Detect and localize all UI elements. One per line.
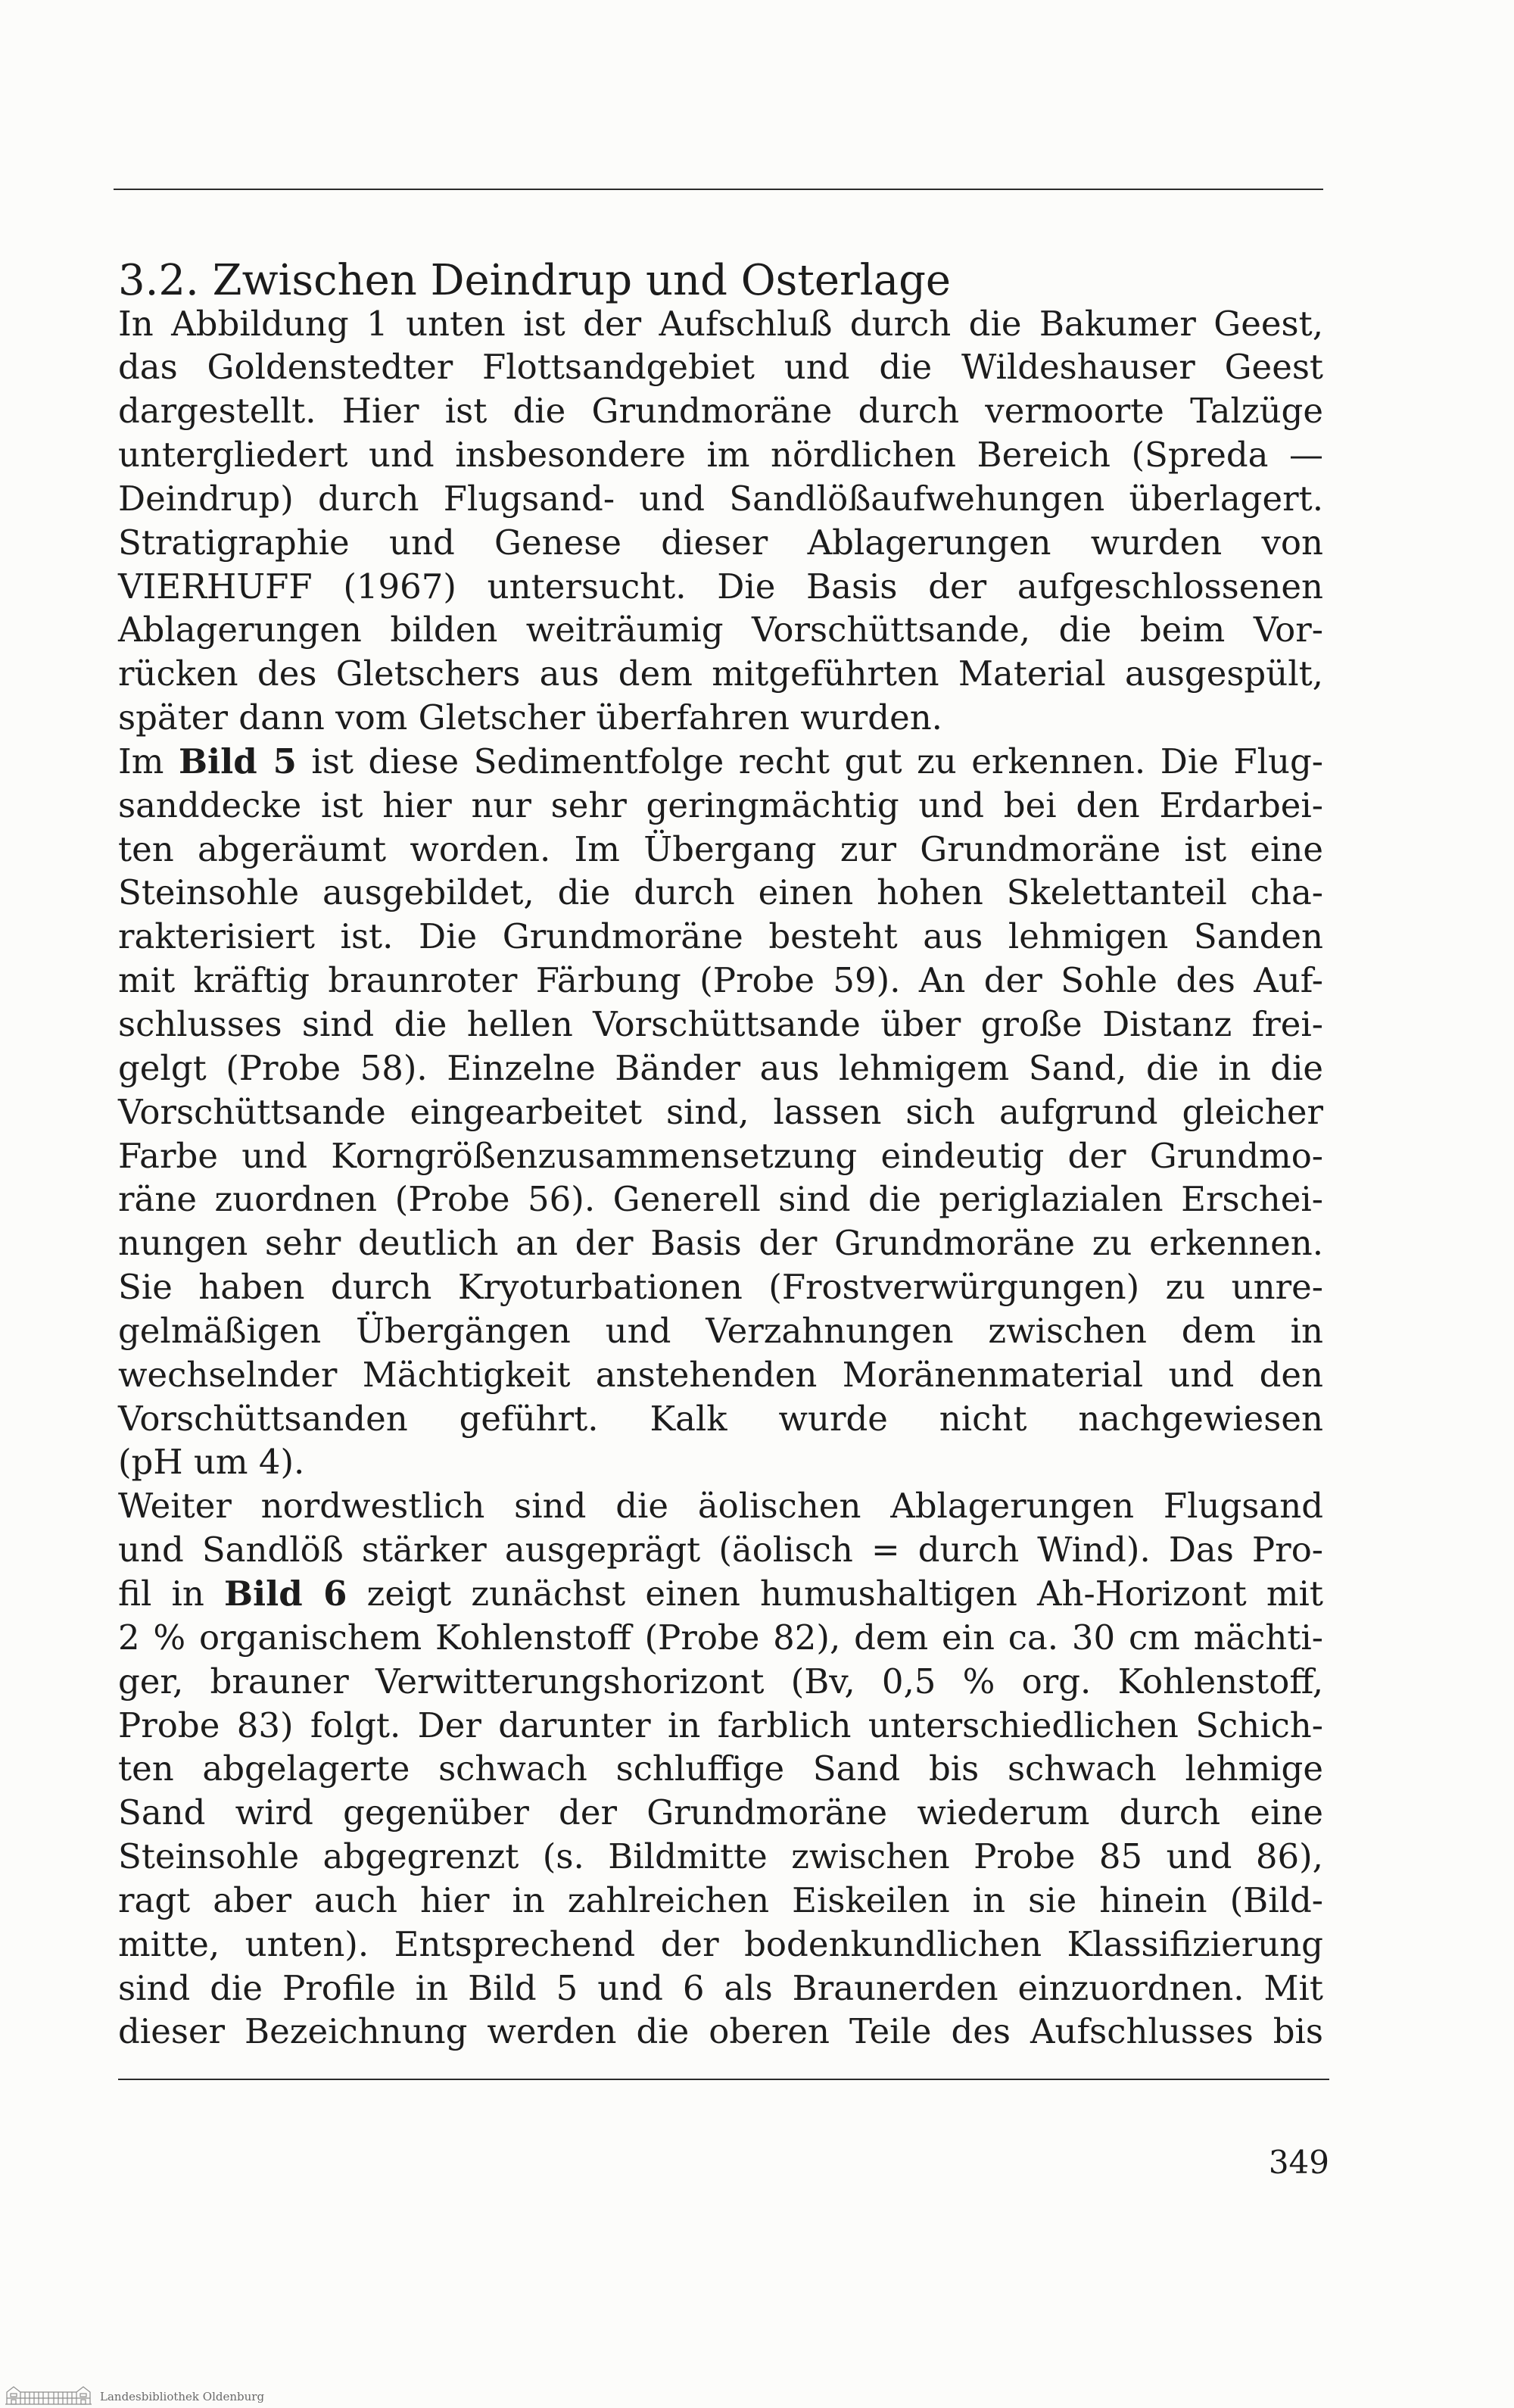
bottom-rule (118, 2079, 1329, 2080)
paragraph (118, 1484, 1323, 2054)
body-line: dargestellt. Hier ist die Grundmoräne durch vermoorte Talzüge (118, 391, 1323, 432)
body-line: Sand wird gegenüber der Grundmoräne wiederum durch eine (118, 1792, 1323, 1833)
library-building-icon (5, 2385, 92, 2405)
body-line: Farbe und Korngrößenzusammensetzung eindeutig der Grundmo- (118, 1135, 1323, 1176)
body-line: gelmäßigen Übergängen und Verzahnungen zwischen dem in (118, 1310, 1323, 1351)
figure-reference: Bild 6 (224, 1573, 347, 1614)
body-line: Vorschüttsande eingearbeitet sind, lassen sich aufgrund gleicher (118, 1091, 1323, 1132)
paragraph (118, 302, 1323, 740)
body-line: Steinsohle abgegrenzt (s. Bildmitte zwischen Probe 85 und 86), (118, 1836, 1323, 1877)
body-line: dieser Bezeichnung werden die oberen Teile des Aufschlusses bis (118, 2011, 1323, 2052)
body-line: gelgt (Probe 58). Einzelne Bänder aus lehmigem Sand, die in die (118, 1047, 1323, 1088)
body-line: ger, brauner Verwitterungshorizont (Bv, 0,5 % org. Kohlenstoff, (118, 1661, 1323, 1702)
body-line: schlusses sind die hellen Vorschüttsande über große Distanz frei- (118, 1004, 1323, 1044)
body-line: und Sandlöß stärker ausgeprägt (äolisch = durch Wind). Das Pro- (118, 1530, 1323, 1571)
body-text (118, 302, 1323, 2054)
body-line: wechselnder Mächtigkeit anstehenden Moränenmaterial und den (118, 1354, 1323, 1395)
top-rule (114, 189, 1323, 190)
body-line: 2 % organischem Kohlenstoff (Probe 82), dem ein ca. 30 cm mächti- (118, 1617, 1323, 1658)
library-name: Landesbibliothek Oldenburg (100, 2390, 265, 2403)
body-line: sind die Profile in Bild 5 und 6 als Braunerden einzuordnen. Mit (118, 1967, 1323, 2008)
section-heading: 3.2. Zwischen Deindrup und Osterlage (118, 256, 952, 305)
body-text-run: Im (118, 741, 179, 781)
body-line: das Goldenstedter Flottsandgebiet und die Wildeshauser Geest (118, 347, 1323, 388)
body-line: sanddecke ist hier nur sehr geringmächtig und bei den Erdarbei- (118, 784, 1323, 825)
body-line: rakterisiert ist. Die Grundmoräne besteht aus lehmigen Sanden (118, 916, 1323, 957)
body-line: ten abgelagerte schwach schluffige Sand bis schwach lehmige (118, 1748, 1323, 1789)
page-number: 349 (1268, 2144, 1329, 2181)
body-line: Weiter nordwestlich sind die äolischen Ablagerungen Flugsand (118, 1486, 1323, 1527)
library-footer (0, 2382, 1514, 2406)
body-line: Deindrup) durch Flugsand- und Sandlößaufwehungen überlagert. (118, 478, 1323, 519)
body-line: mit kräftig braunroter Färbung (Probe 59). An der Sohle des Auf- (118, 960, 1323, 1001)
body-line: räne zuordnen (Probe 56). Generell sind die periglazialen Erschei- (118, 1179, 1323, 1220)
body-line: rücken des Gletschers aus dem mitgeführten Material ausgespült, (118, 653, 1323, 694)
body-line: VIERHUFF (1967) untersucht. Die Basis der aufgeschlossenen (118, 566, 1323, 607)
body-line: Steinsohle ausgebildet, die durch einen hohen Skelettanteil cha- (118, 872, 1323, 913)
body-line: Ablagerungen bilden weiträumig Vorschüttsande, die beim Vor- (118, 610, 1323, 650)
body-line (118, 740, 1323, 784)
body-line: nungen sehr deutlich an der Basis der Grundmoräne zu erkennen. (118, 1223, 1323, 1264)
body-text-run: zeigt zunächst einen humushaltigen Ah-Horizont mit (347, 1573, 1324, 1614)
body-line: Sie haben durch Kryoturbationen (Frostverwürgungen) zu unre- (118, 1267, 1323, 1308)
body-line (118, 1572, 1323, 1616)
body-line: ragt aber auch hier in zahlreichen Eiskeilen in sie hinein (Bild- (118, 1879, 1323, 1920)
body-line: Vorschüttsanden geführt. Kalk wurde nicht nachgewiesen (118, 1398, 1323, 1439)
body-line: Probe 83) folgt. Der darunter in farblich unterschiedlichen Schich- (118, 1705, 1323, 1745)
figure-reference: Bild 5 (178, 741, 297, 781)
body-line: (pH um 4). (118, 1442, 305, 1483)
body-text-run: fil in (118, 1573, 225, 1614)
body-line: In Abbildung 1 unten ist der Aufschluß durch die Bakumer Geest, (118, 303, 1323, 344)
body-line: untergliedert und insbesondere im nördlichen Bereich (Spreda — (118, 435, 1323, 476)
body-line: ten abgeräumt worden. Im Übergang zur Grundmoräne ist eine (118, 828, 1323, 869)
body-line: Stratigraphie und Genese dieser Ablagerungen wurden von (118, 522, 1323, 563)
body-text-run: ist diese Sedimentfolge recht gut zu erkennen. Die Flug- (296, 741, 1323, 781)
body-line: mitte, unten). Entsprechend der bodenkundlichen Klassifizierung (118, 1923, 1323, 1964)
paragraph (118, 740, 1323, 1484)
body-line: später dann vom Gletscher überfahren wurden. (118, 697, 942, 738)
